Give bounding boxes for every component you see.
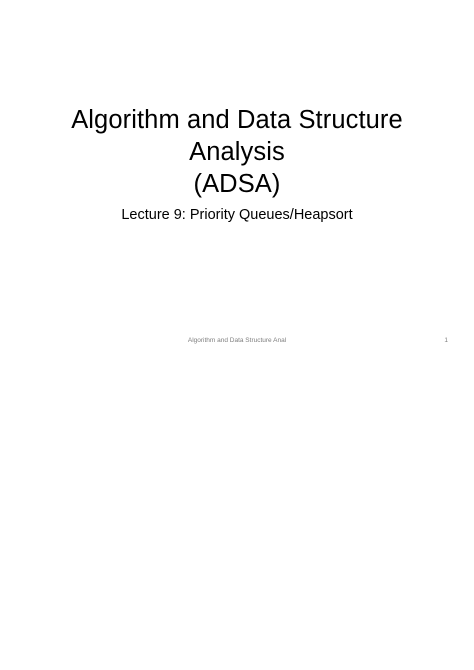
page-number: 1	[444, 337, 448, 344]
slide-footer: Algorithm and Data Structure Anal	[187, 337, 287, 344]
slide-title-line-1: Algorithm and Data Structure	[71, 106, 403, 134]
slide-subtitle: Lecture 9: Priority Queues/Heapsort	[121, 207, 353, 223]
slide-title-line-3: (ADSA)	[193, 170, 281, 198]
slide-title	[0, 104, 474, 200]
slide-title-line-2: Analysis	[189, 138, 285, 166]
